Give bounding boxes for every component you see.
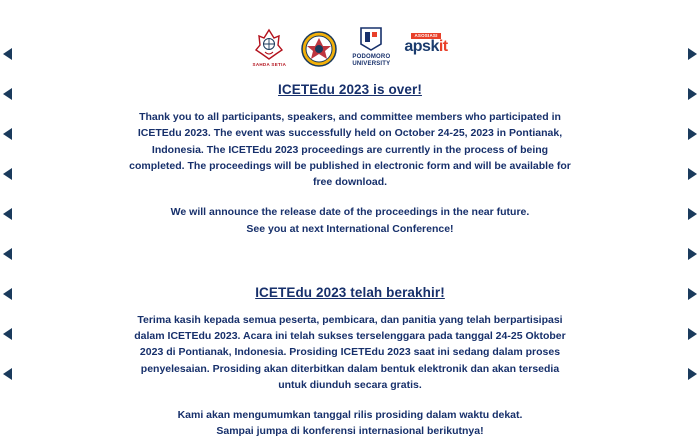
setia-budi-logo [252,20,286,68]
indonesian-closing-line: Sampai jumpa di konferensi internasional berikutnya! [216,425,484,438]
apskit-logo [404,20,447,68]
english-closing-line: See you at next International Conference! [246,222,454,235]
podomoro-university-logo-caption: PODOMORO UNIVERSITY [352,54,391,68]
apskit-logo-badge: ASOSIASI [411,33,440,40]
setia-budi-crest-icon [252,28,286,62]
english-paragraph-line: free download. [312,176,388,189]
institution-seal-logo [300,20,338,68]
english-title: ICETEdu 2023 is over! [278,82,422,97]
logo-strip [0,0,700,68]
indonesian-closing [70,407,630,440]
english-closing-line: We will announce the release date of the proceedings in the near future. [170,206,530,219]
english-paragraph-line: Thank you to all participants, speakers, and committee members who participated in [139,111,561,123]
indonesian-paragraph-line: untuk diunduh secara gratis. [278,378,422,391]
language-separator [70,237,630,271]
indonesian-paragraph-line: 2023 di Pontianak, Indonesia. Prosiding ICETEdu 2023 saat ini sedang dalam proses [139,346,561,359]
indonesian-title: ICETEdu 2023 telah berakhir! [255,284,445,300]
setia-budi-logo-caption: SAHDA SETIA [252,62,287,68]
english-closing [70,204,630,237]
english-paragraph-line: completed. The proceedings will be published in electronic form and will be available for [129,159,571,172]
english-paragraph-line: Indonesia. The ICETEdu 2023 proceedings are currently in the process of being [151,143,549,156]
announcement-content [70,82,630,440]
indonesian-closing-line: Kami akan mengumumkan tanggal rilis prosiding dalam waktu dekat. [177,409,523,422]
indonesian-paragraph [70,312,630,393]
institution-seal-icon [300,30,338,68]
indonesian-paragraph-line: penyelesaian. Prosiding akan diterbitkan dalam bentuk elektronik dan akan tersedia [140,362,560,375]
indonesian-paragraph-line: Terima kasih kepada semua peserta, pembicara, dan panitia yang telah berpartisipasi [137,313,563,326]
podomoro-emblem-icon [358,24,384,52]
indonesian-paragraph-line: dalam ICETEdu 2023. Acara ini telah sukses terselenggara pada tanggal 24-25 Oktober [134,330,566,343]
english-paragraph [70,109,630,190]
apskit-logo-wordmark: apskit [404,38,448,56]
english-paragraph-line: ICETEdu 2023. The event was successfully held on October 24-25, 2023 in Pontianak, [137,127,563,140]
podomoro-university-logo [352,20,390,68]
